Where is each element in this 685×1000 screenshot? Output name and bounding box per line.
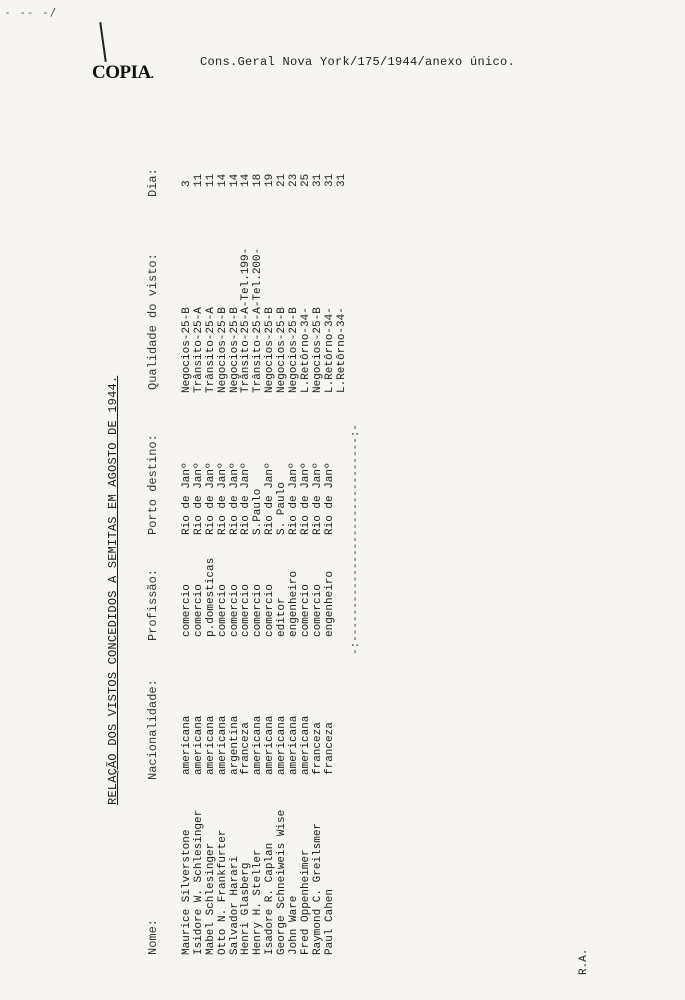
cell-porto: Rio de Janº xyxy=(228,462,241,535)
cell-visto: L.Retôrno-34- xyxy=(299,307,312,393)
cell-nome: Mabel Schlesinger xyxy=(204,842,217,955)
cell-nome: Henry H. Steller xyxy=(252,849,265,955)
cell-dia: 19 xyxy=(264,173,277,187)
cell-nac: americana xyxy=(252,715,265,775)
col-nacionalidade xyxy=(182,716,348,775)
header-dia: Dia: xyxy=(146,168,160,197)
cell-prof: engenheiro xyxy=(323,570,336,637)
cell-prof: p.domesticas xyxy=(204,557,217,637)
cell-prof: comercio xyxy=(181,584,193,637)
cell-visto: L.Retôrno-34- xyxy=(323,307,336,393)
cell-prof: editor xyxy=(276,597,289,637)
header-profissao: Profissão: xyxy=(146,568,160,641)
cell-dia: 31 xyxy=(335,173,348,187)
cell-nac: americana xyxy=(216,715,229,775)
cell-prof: comercio xyxy=(264,584,277,637)
cell-nac: americana xyxy=(181,715,193,775)
cell-porto: S. Paulo xyxy=(276,482,289,535)
cell-dia: 11 xyxy=(204,173,217,187)
cell-dia: 31 xyxy=(323,173,336,187)
cell-dia: 3 xyxy=(181,180,193,187)
cell-nac: americana xyxy=(299,715,312,775)
cell-nome: Isadore R. Caplan xyxy=(264,842,277,955)
cell-prof: comercio xyxy=(240,584,253,637)
cell-dia: 14 xyxy=(216,173,229,187)
cell-nome: Raymond C. Greilsmer xyxy=(311,822,324,955)
col-porto xyxy=(182,462,348,535)
col-dia xyxy=(182,174,348,187)
cell-prof: comercio xyxy=(228,584,241,637)
cell-visto: Negocios-25-B xyxy=(276,307,289,393)
col-profissao xyxy=(182,558,348,637)
cell-prof: engenheiro xyxy=(288,570,301,637)
copia-stamp xyxy=(92,62,153,84)
header-qualidade: Qualidade do visto: xyxy=(146,253,160,390)
cell-visto: Negocios-25-B xyxy=(181,307,193,393)
header-nome: Nome: xyxy=(146,918,160,955)
corner-mark: - -- -/ xyxy=(4,6,58,19)
cell-nac: franceza xyxy=(240,722,253,775)
cell-dia: 14 xyxy=(228,173,241,187)
cell-nome: Henri Glasberg xyxy=(240,862,253,955)
cell-visto: Trânsito-25-A xyxy=(192,307,205,393)
cell-dia: 21 xyxy=(276,173,289,187)
cell-dia: 25 xyxy=(299,173,312,187)
cell-nome: Maurice Silverstone xyxy=(181,829,193,955)
cell-porto: Rio de Janº xyxy=(288,462,301,535)
cell-nome: Isidore W. Schlesinger xyxy=(192,809,205,955)
pen-stroke xyxy=(99,22,107,62)
cell-visto: Negocios-25-B xyxy=(264,307,277,393)
cell-nac: franceza xyxy=(323,722,336,775)
cell-nac: americana xyxy=(288,715,301,775)
header-porto: Porto destino: xyxy=(146,434,160,535)
cell-prof: comercio xyxy=(252,584,265,637)
cell-nac: americana xyxy=(204,715,217,775)
cell-porto: Rio de Janº xyxy=(181,462,193,535)
cell-dia: 31 xyxy=(311,173,324,187)
cell-prof: comercio xyxy=(299,584,312,637)
table-title: RELAÇÃO DOS VISTOS CONCEDIDOS A SEMITAS EM AGOSTO DE 1944. xyxy=(106,375,120,805)
cell-nac: americana xyxy=(276,715,289,775)
cell-porto: Rio de Janº xyxy=(264,462,277,535)
separator-line: -:-------------------------------:- xyxy=(350,423,362,655)
cell-visto: Trânsito-25-A xyxy=(204,307,217,393)
cell-visto: Negocios-25-B xyxy=(288,307,301,393)
cell-visto: Negocios-25-B xyxy=(216,307,229,393)
cell-prof xyxy=(337,558,349,637)
cell-visto: Negocios-25-B xyxy=(228,307,241,393)
footer-initials: R.A. xyxy=(578,948,590,975)
cell-visto: Negocios-25-B xyxy=(311,307,324,393)
cell-nac: americana xyxy=(192,715,205,775)
copia-dot: . xyxy=(150,67,154,81)
header-nacionalidade: Nacionalidade: xyxy=(146,679,160,780)
cell-nome: John Ware xyxy=(288,895,301,955)
cell-dia: 11 xyxy=(192,173,205,187)
cell-nome xyxy=(337,810,349,955)
cell-nac: argentina xyxy=(228,715,241,775)
cell-nome: George Schneiweis Wise xyxy=(276,809,289,955)
cell-nome: Otto N. Frankfurter xyxy=(216,829,229,955)
copia-text: COPIA xyxy=(92,62,151,83)
cell-nac: americana xyxy=(264,715,277,775)
cell-prof: comercio xyxy=(311,584,324,637)
cell-porto: Rio de Janº xyxy=(311,462,324,535)
cell-nome: Paul Cahen xyxy=(323,888,336,955)
cell-porto: Rio de Janº xyxy=(323,462,336,535)
cell-visto: L.Retôrno-34- xyxy=(335,307,348,393)
col-qualidade xyxy=(182,248,348,393)
cell-porto: Rio de Janº xyxy=(240,462,253,535)
cell-dia: 23 xyxy=(288,173,301,187)
cell-nac xyxy=(337,716,349,775)
cell-dia: 14 xyxy=(240,173,253,187)
cell-porto: Rio de Janº xyxy=(299,462,312,535)
cell-porto: Rio de Janº xyxy=(216,462,229,535)
cell-visto: Trânsito-25-A-Tel.199- xyxy=(240,247,253,393)
cell-visto: Trânsito-25-A-Tel.200- xyxy=(252,247,265,393)
visa-table xyxy=(106,155,376,955)
cell-dia: 18 xyxy=(252,173,265,187)
col-nome xyxy=(182,810,348,955)
cell-nome: Fred Oppenheimer xyxy=(299,849,312,955)
cell-porto xyxy=(337,462,349,535)
cell-porto: Rio de Janº xyxy=(192,462,205,535)
cell-porto: S.Paulo xyxy=(252,488,265,535)
cell-nac: franceza xyxy=(311,722,324,775)
cell-nome: Salvador Harari xyxy=(228,855,241,955)
reference-line: Cons.Geral Nova York/175/1944/anexo único. xyxy=(200,55,516,69)
cell-prof: comercio xyxy=(192,584,205,637)
cell-prof: comercio xyxy=(216,584,229,637)
cell-porto: Rio de Janº xyxy=(204,462,217,535)
